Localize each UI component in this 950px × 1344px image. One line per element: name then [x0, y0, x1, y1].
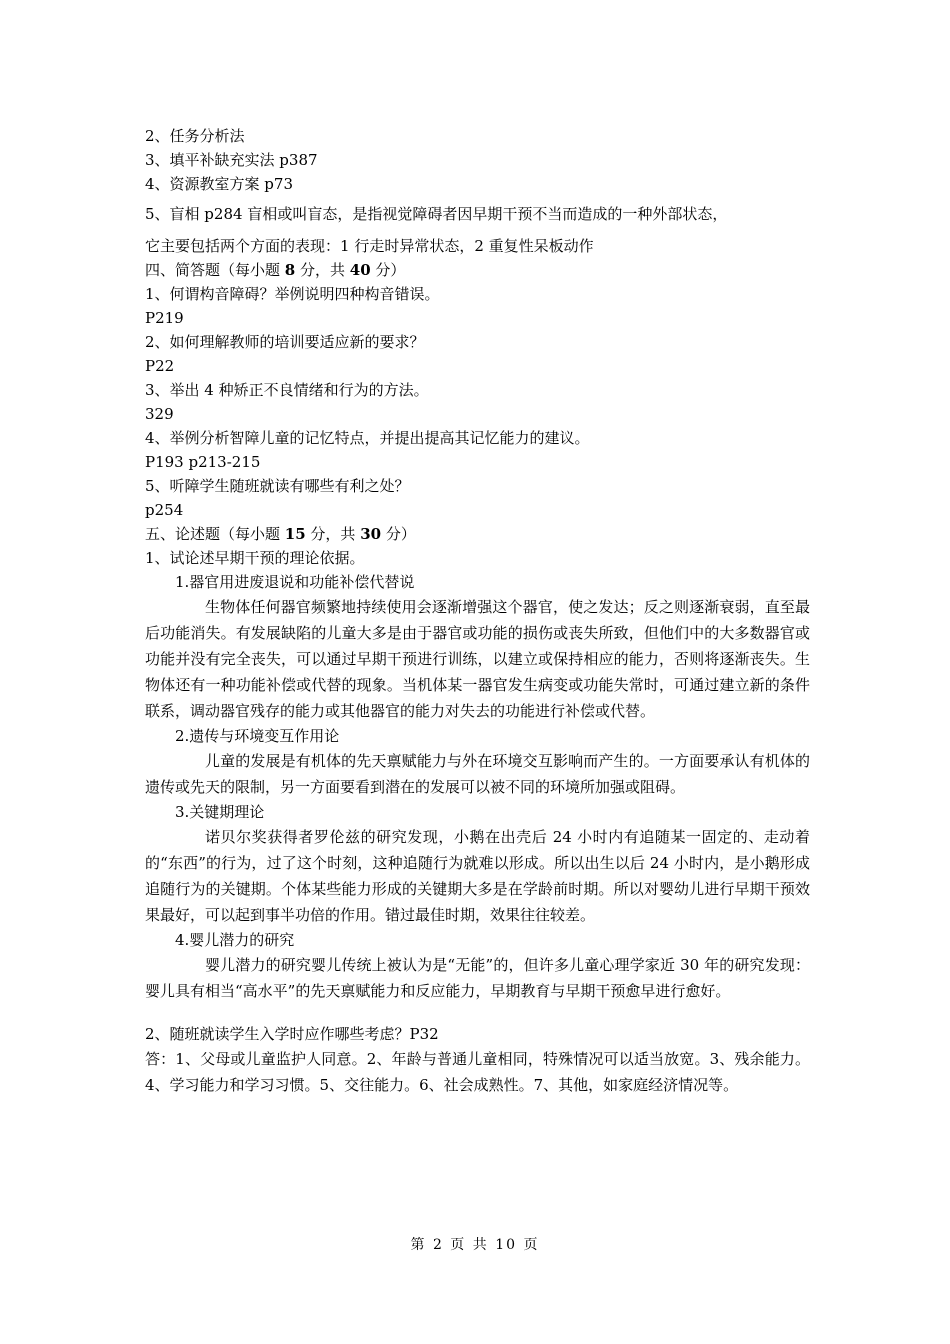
page-reference: P219	[145, 309, 184, 327]
text-line: 它主要包括两个方面的表现：1 行走时异常状态，2 重复性呆板动作	[145, 237, 594, 255]
section-heading-essay: 五、论述题（每小题 15 分，共 30 分）	[145, 525, 416, 543]
text-line: 4、资源教室方案 p73	[145, 175, 294, 193]
paragraph: 儿童的发展是有机体的先天禀赋能力与外在环境交互影响而产生的。一方面要承认有机体的遗传或先天的限制，另一方面要看到潜在的发展可以被不同的环境所加强或阻碍。	[145, 752, 810, 796]
subheading: 4.婴儿潜力的研究	[175, 931, 295, 949]
page-reference: 329	[145, 405, 174, 423]
question-line: 2、如何理解教师的培训要适应新的要求？	[145, 333, 425, 351]
question-line: 5、听障学生随班就读有哪些有利之处？	[145, 477, 410, 495]
page-footer: 第 2 页 共 10 页	[410, 1237, 540, 1253]
question-line: 1、何谓构音障碍？举例说明四种构音错误。	[145, 285, 440, 303]
page-reference: p254	[145, 501, 184, 519]
document-page	[145, 124, 810, 1098]
question-line: 3、举出 4 种矫正不良情绪和行为的方法。	[145, 381, 429, 399]
text-line: 5、盲相 p284 盲相或叫盲态，是指视觉障碍者因早期干预不当而造成的一种外部状态，	[145, 205, 728, 223]
subheading: 3.关键期理论	[175, 803, 265, 821]
section-heading-short-answer: 四、简答题（每小题 8 分，共 40 分）	[145, 261, 406, 279]
text-line: 2、任务分析法	[145, 127, 245, 145]
page-reference: P22	[145, 357, 175, 375]
question-line: 4、举例分析智障儿童的记忆特点，并提出提高其记忆能力的建议。	[145, 429, 590, 447]
paragraph: 婴儿潜力的研究婴儿传统上被认为是“无能”的，但许多儿童心理学家近 30 年的研究发现：婴儿具有相当“高水平”的先天禀赋能力和反应能力，早期教育与早期干预愈早进行愈好。	[145, 956, 810, 1000]
paragraph: 诺贝尔奖获得者罗伦兹的研究发现，小鹅在出壳后 24 小时内有追随某一固定的、走动着的“东西”的行为，过了这个时刻，这种追随行为就难以形成。所以出生以后 24 小时内，是小鹅形成追随行为的关键期。个体某些能力形成的关键期大多是在学龄前时期。所以对婴幼儿进行早期干预效果最好，可以起到事半功倍的作用。错过最佳时期，效果往往较差。	[145, 828, 810, 924]
subheading: 1.器官用进废退说和功能补偿代替说	[175, 573, 415, 591]
paragraph: 生物体任何器官频繁地持续使用会逐渐增强这个器官，使之发达；反之则逐渐衰弱，直至最后功能消失。有发展缺陷的儿童大多是由于器官或功能的损伤或丧失所致，但他们中的大多数器官或功能并没有完全丧失，可以通过早期干预进行训练，以建立或保持相应的能力，否则将逐渐丧失。生物体还有一种功能补偿或代替的现象。当机体某一器官发生病变或功能失常时，可通过建立新的条件联系，调动器官残存的能力或其他器官的能力对失去的功能进行补偿或代替。	[145, 598, 810, 720]
essay-question: 2、随班就读学生入学时应作哪些考虑？P32	[145, 1025, 439, 1043]
text-line: 3、填平补缺充实法 p387	[145, 151, 318, 169]
subheading: 2.遗传与环境变互作用论	[175, 727, 340, 745]
essay-question: 1、试论述早期干预的理论依据。	[145, 549, 365, 567]
answer-paragraph: 答：1、父母或儿童监护人同意。2、年龄与普通儿童相同，特殊情况可以适当放宽。3、残余能力。4、学习能力和学习习惯。5、交往能力。6、社会成熟性。7、其他，如家庭经济情况等。	[145, 1050, 810, 1094]
page-reference: P193 p213-215	[145, 453, 261, 471]
spacer	[145, 1004, 810, 1022]
